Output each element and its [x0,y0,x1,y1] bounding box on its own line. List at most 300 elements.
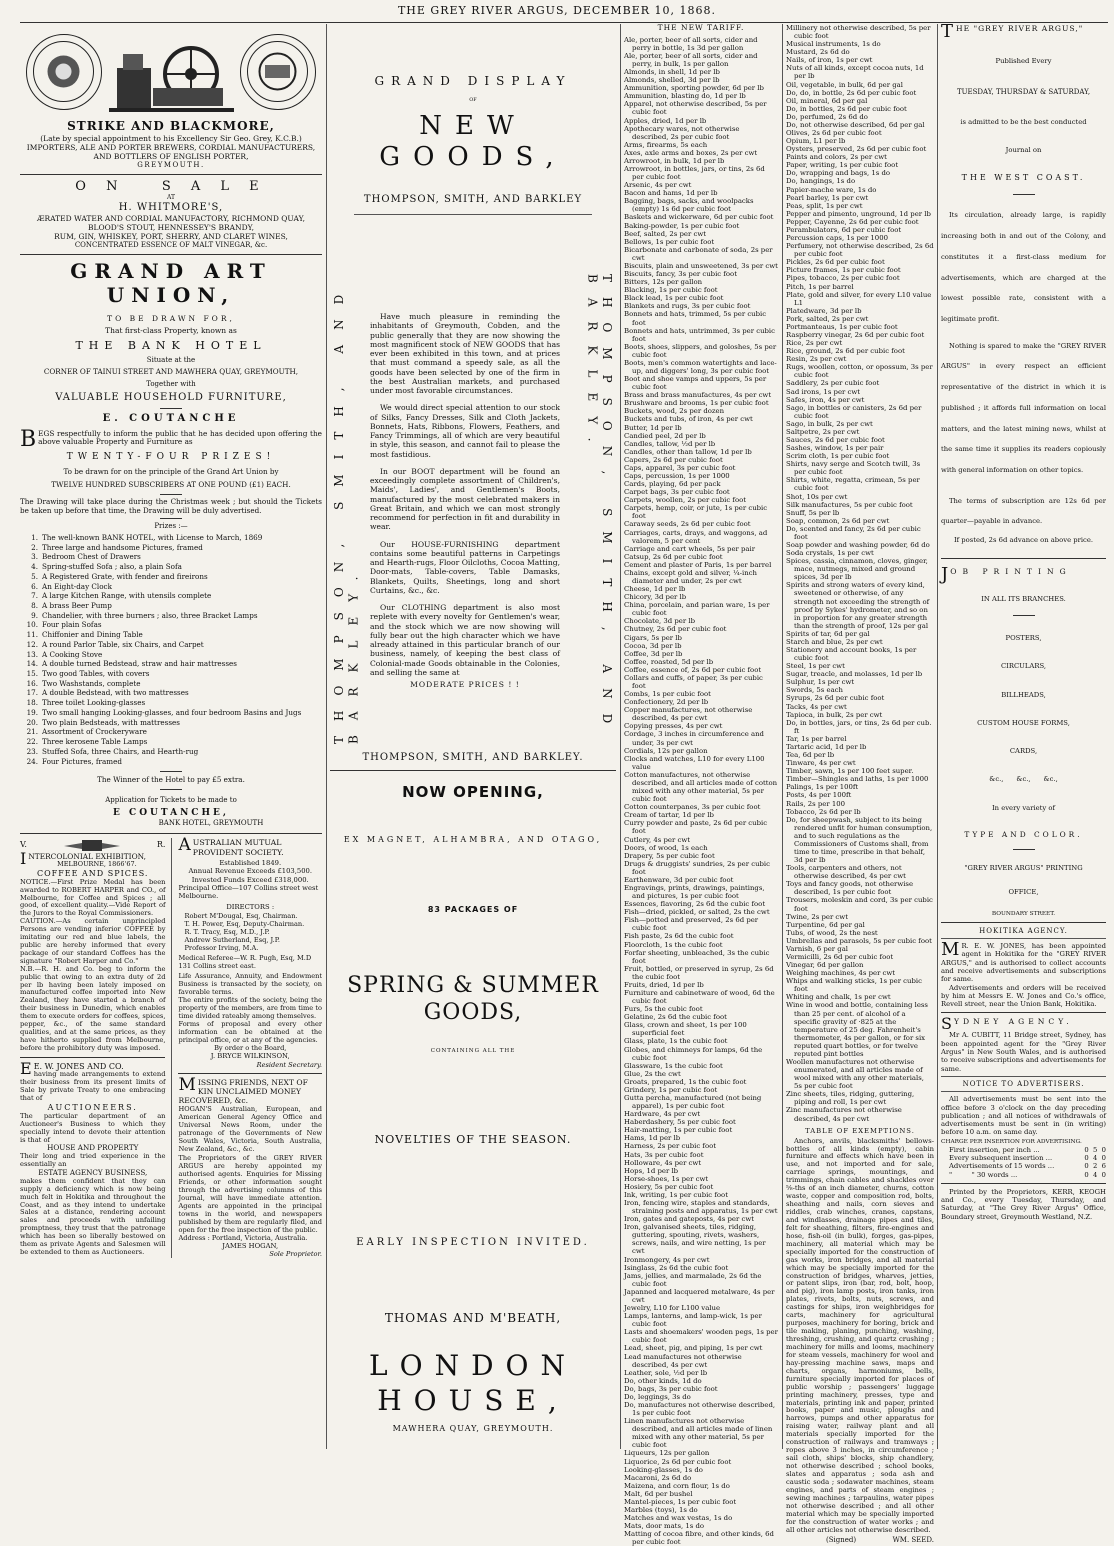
missing-text: The Proprietors of the GREY RIVER ARGUS are hereby appointed my authorised agents. Enquiries for Missing Friends, or other information sought through the advertising columns of this Journal, will have immediate attention. Agents are appointed in the principal towns in the world, and newspapers published by them are regularly filed, and open for the free inspection of the public. [178,1153,322,1234]
tariff-entry: Forfar sheeting, unbleached, 3s the cubic foot [624,948,770,965]
tariff-entry: Mustard, 2s 6d do [786,48,850,57]
missing-title: ISSING FRIENDS, NEXT OF KIN UNCLAIMED MONEY RECOVERED, &c. [178,1077,308,1106]
tariff-entry: Cards, playing, 6d per pack [624,480,721,489]
rate-value: 0 4 0 [1084,1154,1106,1163]
prize-list [20,533,322,766]
tariff-entry: Ale, porter, beer of all sorts, cider and perry in bottle, 1s 3d per gallon [624,35,758,52]
prize-number: 6. [31,581,38,591]
job-title: OB PRINTING [950,567,1072,577]
strike-line: GREYMOUTH. [137,161,205,170]
tariff-entry: Candles, other than tallow, 1d per lb [624,447,752,456]
coffee-title: COFFEE AND SPICES. [37,869,149,878]
tariff-list [624,36,778,1546]
tariff-entry: Arsenic, 4s per cwt [624,181,692,190]
prize-number: 2. [31,542,38,552]
strike-line: IMPORTERS, ALE AND PORTER BREWERS, CORDIAL MANUFACTURERS, [26,142,316,152]
tariff-entry: Scrim cloth, 1s per cubic foot [786,452,890,461]
tariff-entry: Do, scented and fancy, 2s 6d per cubic foot [786,524,921,541]
amp-heading [178,835,322,857]
prize-label: Four plain Sofas [42,620,102,630]
tariff-entry: Oil, vegetable, in bulk, 6d per gal [786,80,903,89]
sydney-heading [941,1014,1106,1034]
art-union-line: That first-class Property, known as [105,325,237,335]
tariff-entry: Iron, gates and gateposts, 4s per cwt [624,1215,754,1224]
tariff-entry: Spirits and strong waters of every kind, sweetened or otherwise, of any strength not exceeding the strength of proof by Sykes' hydrometer, and so on in proportion for any greater strength than the strength of proof, 12s per gal [786,581,930,630]
tariff-entry: Tea, 6d per lb [786,751,835,760]
tariff-entry: Furs, 5s the cubic foot [624,1005,703,1014]
tariff-entry: Raspberry vinegar, 2s 6d per cubic foot [786,330,925,339]
prize-number: 14. [26,659,38,669]
argus-days: TUESDAY, THURSDAY & SATURDAY, [956,87,1091,96]
thompson-smith-ad [330,74,616,764]
art-union-winner: The Winner of the Hotel to pay £5 extra. [97,775,245,785]
prize-item [31,601,322,611]
sydney-text: Mr A. CUBITT, 11 Bridge street, Sydney, has been appointed agent for the "Grey River Argus" in New South Wales, and is authorised to receive subscriptions and advertisements for same. [941,1031,1106,1073]
rate-label: Advertisements of 15 words ... [949,1162,1055,1171]
prize-label: Assortment of Crockeryware [42,727,147,737]
missing-friends-ad [178,1074,322,1259]
divider [941,938,1106,939]
tariff-entry: Carriage and cart wheels, 5s per pair [624,544,756,553]
art-union-apply-name: E COUTANCHE, [113,807,229,818]
tariff-entry: Saddlery, 2s per cubic foot [786,379,880,388]
tariff-entry: Arms, firearms, 5s each [624,140,708,149]
coffee-ad [20,838,165,1053]
tariff-entry: Spirits of tar, 6d per gal [786,629,870,638]
divider [178,1073,322,1074]
tariff-entry: Sauces, 2s 6d per cubic foot [786,435,885,444]
tariff-entry: Baskets and wickerware, 6d per cubic foot [624,213,774,222]
prize-label: Two small hanging Looking-glasses, and four bedroom Basins and Jugs [42,707,302,717]
tariff-entry: Rugs, woollen, cotton, or opossum, 3s per cubic foot [786,363,933,380]
tariff-entry: Groats, prepared, 1s the cubic foot [624,1077,747,1086]
drop-cap-m: M [178,1074,196,1095]
argus-line: Published Every [995,57,1052,66]
tariff-entry: Timber—Shingles and laths, 1s per 1000 [786,775,929,784]
art-union-line: Together with [146,379,196,388]
prize-label: Two good Tables, with covers [42,669,150,679]
onsale-title: O N S A L E [75,178,267,194]
column-1 [20,24,322,1447]
strike-line: (Late by special appointment to his Excellency Sir Geo. Grey, K.C.B.) [40,133,302,143]
tariff-entry: Plate, gold and silver, for every L10 value L1 [786,290,932,307]
tariff-entry: Brass and brass manufactures, 4s per cwt [624,391,772,400]
tariff-entry: Trousers, moleskin and cord, 3s per cubic foot [786,896,933,913]
prize-medal-emblem [26,34,102,110]
tariff-entry: Sashes, window, 1s per pair [786,444,884,453]
sydney-agency-ad [941,1014,1106,1073]
tariff-entry: Almonds, shelled, 3d per lb [624,76,720,85]
thomas-mbeath: THOMAS AND M'BEATH, [384,1310,562,1325]
tariff-entry: Japanned and lacquered metalware, 4s per cwt [624,1287,775,1304]
art-union-apply: Application for Tickets to be made to [105,796,237,805]
tariff-entry: Nuts of all kinds, except cocoa nuts, 1d per lb [786,64,924,81]
divider [354,214,592,215]
tariff-entry: Bacon and hams, 1d per lb [624,189,718,198]
amp-line: Invested Funds Exceed £318,000. [191,875,309,884]
tariff-entry: Bonnets and hats, trimmed, 5s per cubic foot [624,310,767,327]
tariff-entry: Jewelry, L10 for L100 value [624,1304,721,1313]
tariff-entry: Perfumery, not otherwise described, 2s 6d per cubic foot [786,242,934,259]
onsale-at: AT [166,194,175,202]
prize-item [26,737,322,747]
short-rule [160,771,182,772]
prize-number: 11. [26,630,38,640]
tariff-entry: Bicarbonate and carbonate of soda, 2s per cwt [624,245,773,262]
prize-item [31,532,322,543]
short-rule [1013,194,1035,195]
amp-director: Andrew Sutherland, Esq, J.P. [184,935,280,944]
tariff-entry: Lead, sheet, pig, and piping, 1s per cwt [624,1344,763,1353]
tariff-entry: Pipes, tobacco, 2s per cubic foot [786,274,900,283]
job-line: CIRCULARS, [1000,662,1047,671]
rate-row [941,1162,1106,1170]
job-printing-ad [941,564,1106,917]
tariff-entry: Axes, axle arms and boxes, 2s per cwt [624,148,758,157]
tariff-entry: Ale, porter, beer of all sorts, cider and perry, in bulk, 1s per gallon [624,51,758,68]
drop-cap-b: B [20,426,37,452]
divider [941,1091,1106,1092]
signer-name: WM. SEED. [892,1536,934,1545]
drop-cap-i: I [20,849,27,869]
prize-number: 18. [26,698,38,708]
tariff-entry: Pepper and pimento, unground, 1d per lb [786,209,931,218]
art-union-prizes: TWENTY-FOUR PRIZES! [66,452,276,463]
firm-name-bottom: THOMPSON, SMITH, AND BARKLEY. [362,752,584,763]
amp-signature: J. BRYCE WILKINSON, [210,1052,290,1061]
tariff-entry: Shirts, white, regatta, crimean, 5s per cubic foot [786,476,920,493]
tariff-entry: Coffee, roasted, 5d per lb [624,657,714,666]
prize-item [26,746,322,757]
prize-item [26,639,322,650]
exemptions-text: Anchors, anvils, blacksmiths' bellows-bottles of all kinds (empty), cabin furniture and effects which have been in use, and not imported and for sale, carriage springs, mountings, and trimmings, chain cables and shackles over ⅝-ths of an inch diameter, churns, cotton waste, copper and composition rod, bolts, sheathing and nails, corn sieves and riddles, crab winches, cranes, capstans, and windlasses, drainage pipes and tiles, felt for sheathing, filters, fire-engines and hose, fish-oil (in bulk), forges, gas-pipes, machinery, all material which may be specially imported for the construction of gas works, iron bridges, and all material which may be specially imported for the construction of bridges, wharves, jetties, or patent slips, iron (bar, rod, bolt, hoop, and pig), iron lamp posts, iron tanks, iron plates, rivets, bolts, nuts, screws, and castings for ships, iron weighbridges for carts, machinery for agricultural purposes, machinery for boring, brick and tile making, planing, punching, washing, threshing, crushing, and quartz crushing ; machinery for mills and looms, machinery for steam vessels, machinery for wool and hay-pressing machine saws, maps and charts, organs, harmoniums, bells, furniture specially imported for places of public worship ; passengers' luggage printing machinery, presses, type and materials, printing ink and paper, printed books, paper and music, ploughs and harrows, pumps and other apparatus for raising water, railway plant and all materials specially imported for the construction of railways and tramways ; ropes above 3 inches, in circumference ; sail cloth, ships' blocks, ship chandlery, not otherwise described ; school books, slates and apparatus ; soda ash and caustic soda ; sodawater machines, steam engines, and parts of steam engines ; sewing machines ; tarpaulins, water pipes not otherwise described ; and all other material which may be specially imported for the construction of water works ; and all other articles not otherwise described. [786,1136,934,1534]
job-line: OFFICE, [1008,888,1039,897]
london-house-ad [330,783,616,1433]
tariff-entry: Whiting and chalk, 1s per cwt [786,993,891,1002]
drop-cap-j: J [941,564,949,586]
tariff-entry: Cheese, 1d per lb [624,585,686,594]
tariff-entry: Boot and shoe vamps and uppers, 5s per cubic foot [624,375,767,392]
drop-cap-e: E [20,1058,32,1078]
tariff-entry: Pickles, 2s 6d per cubic foot [786,258,885,267]
tariff-entry: Caps, percussion, 1s per 1000 [624,471,730,480]
tariff-entry: Glue, 2s the cwt [624,1069,681,1078]
tariff-entry: Rails, 2s per 100 [786,799,846,808]
tariff-entry: Coffee, 3d per lb [624,649,683,658]
prize-number: 19. [26,707,38,717]
tariff-entry: Whips and walking sticks, 1s per cubic foot [786,977,922,994]
missing-heading [178,1074,322,1106]
prize-item [26,649,322,660]
tariff-entry: Zinc sheets, tiles, ridging, guttering, piping and roll, 1s per cwt [786,1090,915,1107]
rate-label: First insertion, per inch ... [949,1145,1040,1154]
argus-ad [941,21,1106,545]
prize-label: Chandelier, with three burners ; also, three Bracket Lamps [42,610,258,620]
right-bottom-ads [178,835,322,1259]
tariff-entry: Caps, apparel, 3s per cubic foot [624,463,736,472]
tariff-entry: Lead manufactures not otherwise described, 4s per cwt [624,1352,742,1369]
thompson-text: We would direct special attention to our stock of Silks, Fancy Dresses, Silk and Cloth Jackets, Bonnets, Hats, Ribbons, Flowers, Feathers, and Fancy Trimmings, all of which are very beautiful in style, this season, and cannot fail to please the most fastidious. [370,403,560,459]
now-opening: NOW OPENING, [402,783,544,801]
amp-director: T. H. Power, Esq, Deputy-Chairman. [184,919,305,928]
tariff-entry: Do, bags, 3s per cubic foot [624,1384,718,1393]
vertical-firm-right: THOMPSON, SMITH, AND BARKLEY. [585,274,614,739]
thompson-text: In our BOOT department will be found an exceedingly complete assortment of Children's, Maids', Ladies', and Gentlemen's Boots, manufactured by the most celebrated makers in Great Britain, and which we can most strongly recommend for perfection in fit and durability in wear. [370,466,560,532]
argus-text: Nothing is spared to make the "GREY RIVER ARGUS" in every respect an efficient representative of the district in which it is published ; it affords full information on local matters, and the latest mining news, whilst at the same time it supplies its readers copiously with general information on other topics. [941,341,1106,474]
tariff-entry: Furniture and cabinetware of wood, 6d the cubic foot [624,988,775,1006]
tariff-entry: Stationery and account books, 1s per cubic foot [786,646,917,663]
tariff-entry: Looking-glasses, 1s do [624,1465,703,1474]
london-house: LONDON HOUSE, [369,1349,577,1417]
column-rule [171,838,172,1258]
art-union-line: To be drawn for on the principle of the Grand Art Union by [63,467,279,477]
packages: 83 PACKAGES OF [427,905,519,915]
job-line: BILLHEADS, [1001,690,1046,699]
ex-ships: EX MAGNET, ALHAMBRA, AND OTAGO, [343,835,603,845]
notice-text: All advertisements must be sent into the office before 3 o'clock on the day preceding publication ; and all notices of withdrawals of advertisements must be sent in (in writing) before 10 a.m. on same day. [941,1095,1106,1137]
jones-ad [20,1058,166,1257]
art-union-line: TO BE DRAWN FOR, [107,313,235,323]
thompson-body [370,312,560,689]
tariff-entry: Oysters, preserved, 2s 6d per cubic foot [786,145,927,154]
tariff-entry: Matting of cocoa fibre, and other kinds, 6d per cubic foot [624,1530,774,1546]
firm-name: THOMPSON, SMITH, AND BARKLEY [363,194,583,206]
prize-number: 9. [31,610,38,620]
jones-title: E. W. JONES AND CO. [33,1061,124,1071]
tariff-entry: Hosiery, 5s per cubic foot [624,1182,714,1191]
new-goods-title: NEW GOODS, [379,110,567,173]
tariff-entry: Cutlery, 4s per cwt [624,835,691,844]
tariff-entry: Hair-matting, 1s per cubic foot [624,1126,733,1135]
tariff-entry: Cordage, 3 inches in circumference and under, 3s per cwt [624,730,764,747]
tariff-entry: Do, manufactures not otherwise described, 1s per cubic foot [624,1400,776,1418]
tariff-entry: Drapery, 5s per cubic foot [624,851,715,860]
tariff-entry: Syrups, 2s 6d per cubic foot [786,694,885,703]
tariff-entry: Combs, 1s per cubic foot [624,690,711,699]
jones-text: The particular department of an Auctioneer's Business to which they specially intend to devote their attention is that of [20,1111,166,1144]
tariff-entry: Tools, carpenters and others, not otherwise described, 4s per cwt [786,864,906,881]
tariff-entry: Sad irons, 1s per cwt [786,387,861,396]
art-union-line: CORNER OF TAINUI STREET AND MAWHERA QUAY, GREYMOUTH, [43,366,299,376]
tariff-entry: Leather, sole, ½d per lb [624,1368,708,1377]
tariff-entry: Confectionery, 2d per lb [624,698,709,707]
tariff-entry: Bitters, 12s per gallon [624,278,703,287]
tariff-entry: Apparel, not otherwise described, 5s per cubic foot [624,100,767,117]
tariff-entry: Steel, 1s per cwt [786,662,845,671]
tariff-entry: Carriages, carts, drays, and waggons, ad valorem, 5 per cent [624,528,768,545]
tariff-entry: Pork, salted, 2s per cwt [786,314,869,323]
tariff-entry: Hops, 1d per lb [624,1166,679,1175]
tariff-entry: Shirts, navy serge and Scotch twill, 3s per cubic foot [786,460,921,477]
prize-number: 16. [26,678,38,688]
hokitika-text: R. E. W. JONES, has been appointed agent in Hokitika for the "GREY RIVER ARGUS," and is authorised to collect accounts and receive advertisements and subscriptions for same. [941,942,1106,984]
argus-text: The terms of subscription are 12s 6d per quarter—payable in advance. [941,496,1106,526]
tariff-entry: Soap powder and washing powder, 6d do [786,541,930,549]
notice-charge: CHARGE PER INSERTION FOR ADVERTISING. [941,1138,1082,1145]
tariff-entry: Hams, 1d per lb [624,1134,681,1143]
tariff-entry: Musical instruments, 1s do [786,40,881,49]
tariff-entry: Millinery not otherwise described, 5s per cubic foot [786,24,931,41]
prize-label: Two plain Bedsteads, with mattresses [42,717,180,727]
prizes-heading: Prizes :— [154,522,188,531]
tariff-entry: Vinegar, 6d per gallon [786,961,864,970]
short-rule [160,494,182,495]
amp-directors: DIRECTORS : [226,903,275,912]
prize-label: Three large and handsome Pictures, framed [42,542,203,552]
amp-director: R. T. Tracy, Esq, M.D., J.P. [184,927,270,936]
amp-title: USTRALIAN MUTUAL PROVIDENT SOCIETY. [192,838,284,857]
missing-text: HOGAN'S Australian, European, and American General Agency Office and Universal News Room, under the patronage of the Governments of New South Wales, Victoria, South Australia, New Zealand, &c., &c. [178,1105,322,1154]
prize-label: A Cooking Stove [42,649,103,659]
tariff-title: THE NEW TARIFF. [657,23,745,32]
tariff-entry: Glass, plate, 1s the cubic foot [624,1037,728,1046]
tariff-entry: Turpentine, 6d per gal [786,920,865,929]
tariff-entry: Iron, galvanised sheets, tiles, ridging, guttering, spouting, rivets, washers, screws, nails, and wire netting, 1s per cwt [624,1223,766,1256]
royal-arms-icon [62,838,122,852]
rate-value: 0 5 0 [1084,1145,1106,1154]
tariff-entry: Malt, 6d per bushel [624,1489,693,1498]
tariff-entry: Butter, 1d per lb [624,423,682,432]
left-bottom-ads [20,838,165,1258]
prize-label: Three kerosene Table Lamps [42,737,148,747]
jones-text: Their long and tried experience in the essentially an [20,1152,166,1169]
tariff-entry: Cotton manufactures, not otherwise described, and all articles made of cotton mixed with any other material, 5s per cubic foot [624,770,778,804]
novelties: NOVELTIES OF THE SEASON. [374,1133,572,1147]
prize-label: Two Washstands, complete [42,678,141,688]
tariff-entry: Pearl barley, 1s per cwt [786,193,869,202]
short-rule [160,408,182,409]
tariff-entry: Liqueurs, 12s per gallon [624,1449,710,1458]
tariff-entry: Bagging, bags, sacks, and woolpacks (empty) 1s 6d per cubic foot [624,197,754,214]
tariff-entry: Gutta percha, manufactured (not being apparel), 1s per cubic foot [624,1094,762,1111]
tariff-entry: Brushware and brooms, 1s per cubic foot [624,399,769,408]
tariff-entry: Do, wrapping and bags, 1s do [786,169,891,178]
tariff-entry: Nails, of iron, 1s per cwt [786,56,873,65]
prize-item [26,756,322,767]
prize-label: A double turned Bedstead, straw and hair mattresses [42,659,237,669]
art-union-name: E. COUTANCHE [102,413,240,425]
tariff-entry: Chocolate, 3d per lb [624,617,695,626]
column-3 [624,23,778,1546]
hokitika-title: HOKITIKA AGENCY. [979,926,1068,935]
amp-line: Established 1849. [219,859,282,868]
coffee-line: MELBOURNE, 1866'67. [57,860,137,869]
prize-number: 10. [26,620,38,630]
tariff-entry: Saltpetre, 2s per cwt [786,427,860,436]
tariff-entry: Weighing machines, 4s per cwt [786,969,896,978]
tariff-entry: Do, not otherwise described, 6d per gal [786,120,925,129]
prize-item [31,552,322,562]
tariff-entry: Fish—dried, pickled, or salted, 2s the cwt [624,908,770,917]
tariff-entry: Caraway seeds, 2s 6d per cubic foot [624,520,751,529]
prize-number: 20. [26,717,38,727]
tariff-entry: Shot, 10s per cwt [786,492,848,501]
job-line: In every variety of [991,803,1056,812]
jones-estate: ESTATE AGENCY BUSINESS, [38,1168,148,1178]
divider [20,833,322,834]
mawhera-quay: MAWHERA QUAY, GREYMOUTH. [392,1423,554,1433]
tariff-entry: Apples, dried, 1d per lb [624,116,707,125]
column-rule [782,24,783,1449]
tariff-entry: Carpets, hemp, coir, or jute, 1s per cubic foot [624,504,768,521]
amp-director: Robert M'Dougal, Esq, Chairman. [184,911,298,920]
hokitika-text: Advertisements and orders will be received by him at Messrs E. W. Jones and Co.'s office, Revell street, near the Union Bank, Hokitika. [941,983,1106,1009]
rate-value: 0 4 0 [1084,1170,1106,1179]
prize-number: 12. [26,639,38,649]
tariff-entry: Mantel-pieces, 1s per cubic foot [624,1497,737,1506]
art-union-furniture: VALUABLE HOUSEHOLD FURNITURE, [55,392,287,404]
amp-ad [178,835,322,1069]
tariff-entry: Glass, crown and sheet, 1s per 100 superficial feet [624,1021,747,1038]
divider [20,174,322,175]
tariff-entry: Globes, and chimneys for lamps, 6d the cubic foot [624,1045,763,1062]
tariff-entry: Macaroni, 2s 6d do [624,1473,692,1482]
tariff-entry: Fruits, dried, 1d per lb [624,980,704,989]
tariff-entry: Baking-powder, 1s per cubic foot [624,221,740,230]
prize-number: 4. [31,562,38,572]
tariff-entry: Fish paste, 2s 6d the cubic foot [624,932,734,941]
seal-icon [241,35,314,108]
prize-number: 22. [26,737,38,747]
tariff-entry: Woollen manufactures not otherwise enumerated, and all articles made of wool mixed with any other materials, 5s per cubic foot [786,1058,924,1091]
tariff-entry: Grindery, 1s per cubic foot [624,1085,718,1094]
prize-item [26,678,322,689]
tariff-entry: Bellows, 1s per cubic foot [624,237,715,246]
tariff-entry: Do, do, in bottle, 2s 6d per cubic foot [786,88,917,97]
royal-arms-row [20,838,165,852]
tariff-entry: Blacking, 1s per cubic foot [624,286,718,295]
signed-label: (Signed) [826,1536,857,1545]
tariff-entry: Pitch, 1s per barrel [786,282,854,291]
tariff-entry: Copying presses, 4s per cwt [624,722,723,731]
vertical-firm-left: THOMPSON, SMITH, AND BARKLEY. [332,279,361,744]
tariff-entry: Biscuits, fancy, 3s per cubic foot [624,270,737,279]
tariff-entry: Percussion caps, 1s per 1000 [786,234,888,243]
tariff-entry: Do, hangings, 1s do [786,177,856,186]
prize-label: A double Bedstead, with two mattresses [42,688,189,698]
divider [20,254,322,255]
short-rule [1013,615,1035,616]
tariff-entry: Soda crystals, 1s per cwt [786,549,874,558]
tariff-entry: Rice, ground, 2s 6d per cubic foot [786,347,905,356]
prize-number: 15. [26,669,38,679]
job-line: &c., &c., &c., [989,775,1058,784]
art-union-apply-addr: BANK HOTEL, GREYMOUTH [158,818,264,827]
tariff-list [786,24,934,1123]
tariff-entry: Sugar, treacle, and molasses, 1d per lb [786,670,923,679]
column-5 [941,21,1106,1447]
tariff-entry: Snuff, 5s per lb [786,508,840,517]
tariff-entry: Paints and colors, 2s per cwt [786,153,887,162]
tariff-entry: Twine, 2s per cwt [786,912,848,921]
prize-item [31,571,322,582]
tariff-entry: Do, for sheepwash, subject to its being rendered unfit for human consumption, and to such regulations as the Commissioners of Customs shall, from time to time, prescribe in that behalf, 3d per lb [786,815,933,865]
short-rule [1013,849,1035,850]
tariff-entry: Soap, common, 2s 6d per cwt [786,516,890,525]
tariff-entry: Iron, fencing wire, staples and standards, straining posts and apparatus, 1s per cwt [624,1199,778,1216]
tariff-entry: Arrowroot, in bulk, 1d per lb [624,156,725,165]
tariff-entry: Tapioca, in bulk, 2s per cwt [786,710,883,719]
tariff-entry: Glassware, 1s the cubic foot [624,1061,723,1070]
early-inspection: EARLY INSPECTION INVITED. [356,1236,590,1248]
machinery-illustration-icon [109,28,234,116]
argus-coast: THE WEST COAST. [961,172,1086,182]
tariff-entry: Doors, of wood, 1s each [624,843,708,852]
tariff-entry: Lasts and shoemakers' wooden pegs, 1s per cubic foot [624,1328,778,1345]
tariff-entry: Candied peel, 2d per lb [624,431,706,440]
art-union-text: The Drawing will take place during the Christmas week ; but should the Tickets be taken up before that time, the Drawing will be duly advertised. [20,496,322,515]
tariff-entry: Coffee, essence of, 2s 6d per cubic foot [624,665,762,674]
